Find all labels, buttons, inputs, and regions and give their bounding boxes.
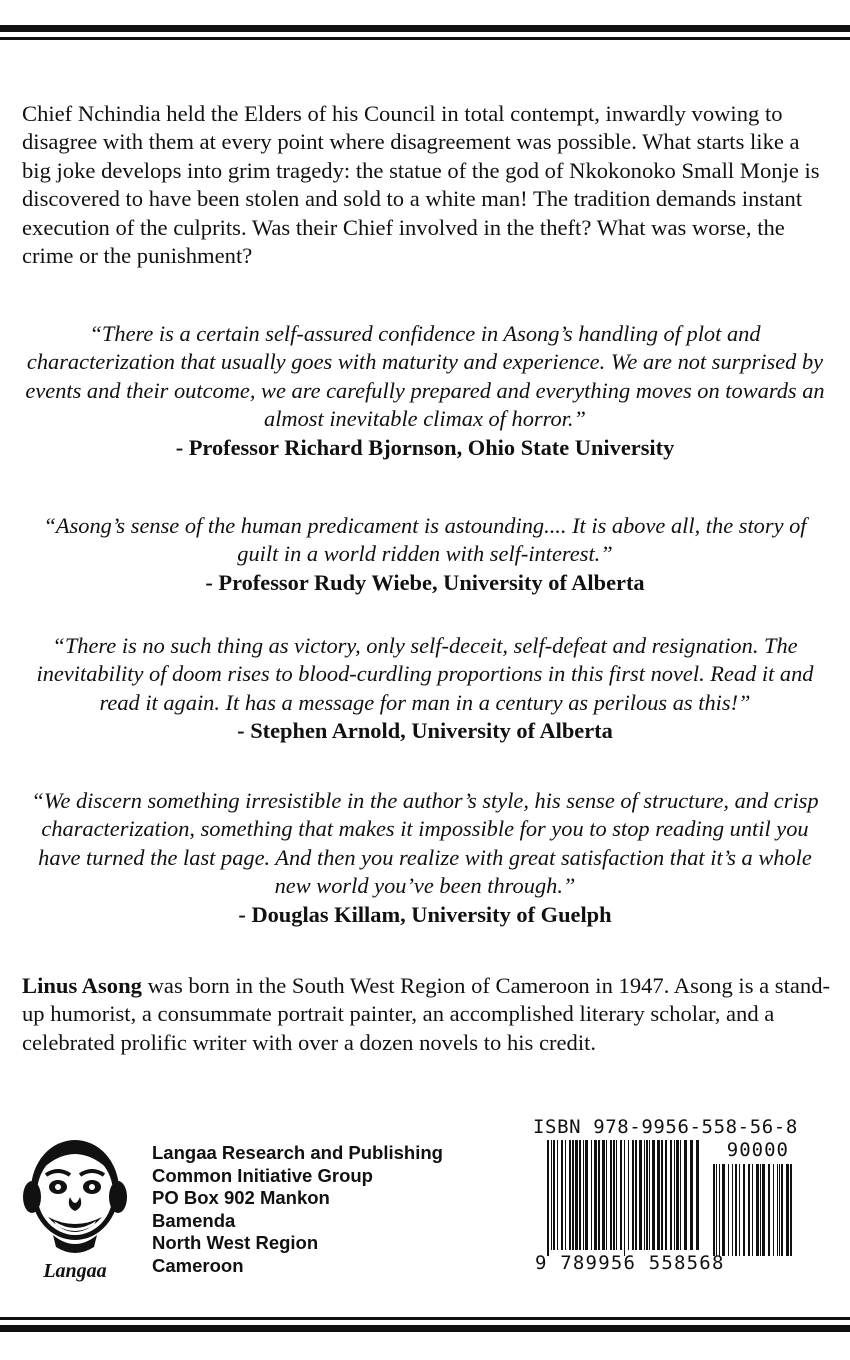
top-rule-thin <box>0 37 850 40</box>
barcode-bar <box>583 1140 584 1250</box>
addon-bar <box>768 1164 770 1256</box>
ean-digits: 9 789956 558568 <box>535 1252 725 1274</box>
addon-bar <box>760 1164 761 1256</box>
review-attribution: - Stephen Arnold, University of Alberta <box>237 718 613 744</box>
review-quote: “There is no such thing as victory, only self-deceit, self-defeat and resignation. The inevitability of doom rises to blood-curdling proportions in this first novel. Read it and read it again. It has a message for man in a century as perilous as this!” <box>36 633 814 715</box>
barcode-bar <box>610 1140 612 1250</box>
review-3 <box>22 632 828 746</box>
barcode-bar <box>632 1140 634 1250</box>
addon-bar <box>719 1164 720 1256</box>
address-line: Cameroon <box>152 1254 244 1276</box>
review-quote: “We discern something irresistible in the author’s style, his sense of structure, and crisp characterization, something that makes it impossible for you to stop reading until you have turned the last page. And then you realize with great satisfaction that it’s a whole new world you’ve been through.” <box>31 788 819 899</box>
logo-text: Langaa <box>43 1260 107 1282</box>
isbn-text: ISBN 978-9956-558-56-8 <box>533 1116 798 1138</box>
barcode-bar <box>575 1140 578 1250</box>
isbn-barcode <box>533 1116 798 1276</box>
barcode-bar <box>613 1140 615 1250</box>
addon-bar <box>732 1164 733 1256</box>
review-2 <box>22 512 828 597</box>
addon-bar <box>790 1164 792 1256</box>
addon-bar <box>781 1164 783 1256</box>
barcode-bar <box>585 1140 588 1250</box>
barcode-bar <box>628 1140 629 1250</box>
address-line: Common Initiative Group <box>152 1164 373 1186</box>
review-attribution: - Professor Richard Bjornson, Ohio State University <box>175 434 675 460</box>
synopsis: Chief Nchindia held the Elders of his Council in total contempt, inwardly vowing to disagree with them at every point where disagreement was possible. What starts like a big joke develops into grim tragedy: the statue of the god of Nkokonoko Small Monje is discovered to have been stolen and sold to a white man! The tradition demands instant execution of the culprits. Was their Chief involved in the theft? What was worse, the crime or the punishment? <box>22 101 820 269</box>
addon-bar <box>739 1164 740 1256</box>
barcode-bar <box>635 1140 637 1250</box>
addon-bar <box>756 1164 759 1256</box>
author-name: Linus Asong <box>22 973 142 998</box>
barcode-bar <box>665 1140 667 1250</box>
barcode-bar <box>620 1140 622 1250</box>
barcode-bar <box>684 1140 687 1250</box>
barcode-bar <box>680 1140 681 1250</box>
barcode-bar <box>696 1140 699 1250</box>
review-attribution: - Douglas Killam, University of Guelph <box>238 901 612 927</box>
barcode-bar <box>690 1140 693 1250</box>
address-line: Langaa Research and Publishing <box>152 1142 443 1163</box>
addon-bar <box>735 1164 737 1256</box>
address-line: PO Box 902 Mankon <box>152 1187 330 1208</box>
bottom-rule-thin <box>0 1317 850 1320</box>
addon-bar <box>786 1164 789 1256</box>
addon-bar <box>713 1164 715 1256</box>
addon-bar <box>722 1164 725 1256</box>
barcode-bar <box>598 1140 600 1250</box>
price-code: 90000 <box>726 1139 789 1161</box>
addon-bar <box>752 1164 753 1256</box>
barcode-bar <box>670 1140 672 1250</box>
barcode-bar <box>561 1140 563 1250</box>
review-quote: “Asong’s sense of the human predicament is astounding.... It is above all, the story of guilt in a world ridden with self-interest.” <box>43 513 807 567</box>
barcode-bar <box>676 1140 679 1250</box>
addon-bar <box>773 1164 774 1256</box>
barcode-bar <box>547 1140 549 1256</box>
barcode-bar <box>579 1140 581 1250</box>
author-bio <box>22 972 834 1057</box>
addon-bar <box>748 1164 750 1256</box>
langaa-mask-logo-icon <box>18 1135 133 1283</box>
barcode-bar <box>646 1140 648 1250</box>
addon-bar <box>779 1164 780 1256</box>
barcode-bar <box>602 1140 605 1250</box>
barcode-bar <box>649 1140 650 1250</box>
publisher-address <box>152 1142 443 1277</box>
top-rule-thick <box>0 25 850 32</box>
review-4 <box>22 787 828 929</box>
author-bio-text: was born in the South West Region of Cameroon in 1947. Asong is a stand-up humorist, a consummate portrait painter, an accomplished literary scholar, and a celebrated prolific writer with over a dozen novels to his credit. <box>22 973 831 1055</box>
addon-bar <box>728 1164 729 1256</box>
barcode-bar <box>606 1140 607 1250</box>
review-1 <box>22 320 828 462</box>
barcode-bar <box>674 1140 675 1250</box>
barcode-bar <box>572 1140 574 1250</box>
barcode-bar <box>639 1140 642 1250</box>
addon-bar <box>762 1164 765 1256</box>
barcode-bar <box>644 1140 645 1250</box>
address-line: Bamenda <box>152 1209 236 1231</box>
addon-bar <box>777 1164 778 1256</box>
barcode-bar <box>557 1140 558 1250</box>
barcode-bar <box>624 1140 625 1256</box>
barcode-bar <box>565 1140 566 1250</box>
barcode-bar <box>594 1140 597 1250</box>
barcode-bar <box>652 1140 655 1250</box>
addon-bar <box>716 1164 717 1256</box>
review-attribution: - Professor Rudy Wiebe, University of Alberta <box>205 569 645 595</box>
barcode-bar <box>616 1140 617 1250</box>
barcode-bar <box>569 1140 571 1250</box>
barcode-bar <box>551 1140 552 1250</box>
bottom-rule-thick <box>0 1325 850 1332</box>
barcode-bar <box>553 1140 555 1250</box>
barcode-bar <box>657 1140 660 1250</box>
address-line: North West Region <box>152 1232 319 1253</box>
barcode-bar <box>661 1140 663 1250</box>
barcode-bar <box>591 1140 592 1250</box>
review-quote: “There is a certain self-assured confidence in Asong’s handling of plot and characterization that usually goes with maturity and experience. We are not surprised by events and their outcome, we are carefully prepared and everything moves on towards an almost inevitable climax of horror.” <box>25 321 825 432</box>
addon-bar <box>743 1164 745 1256</box>
